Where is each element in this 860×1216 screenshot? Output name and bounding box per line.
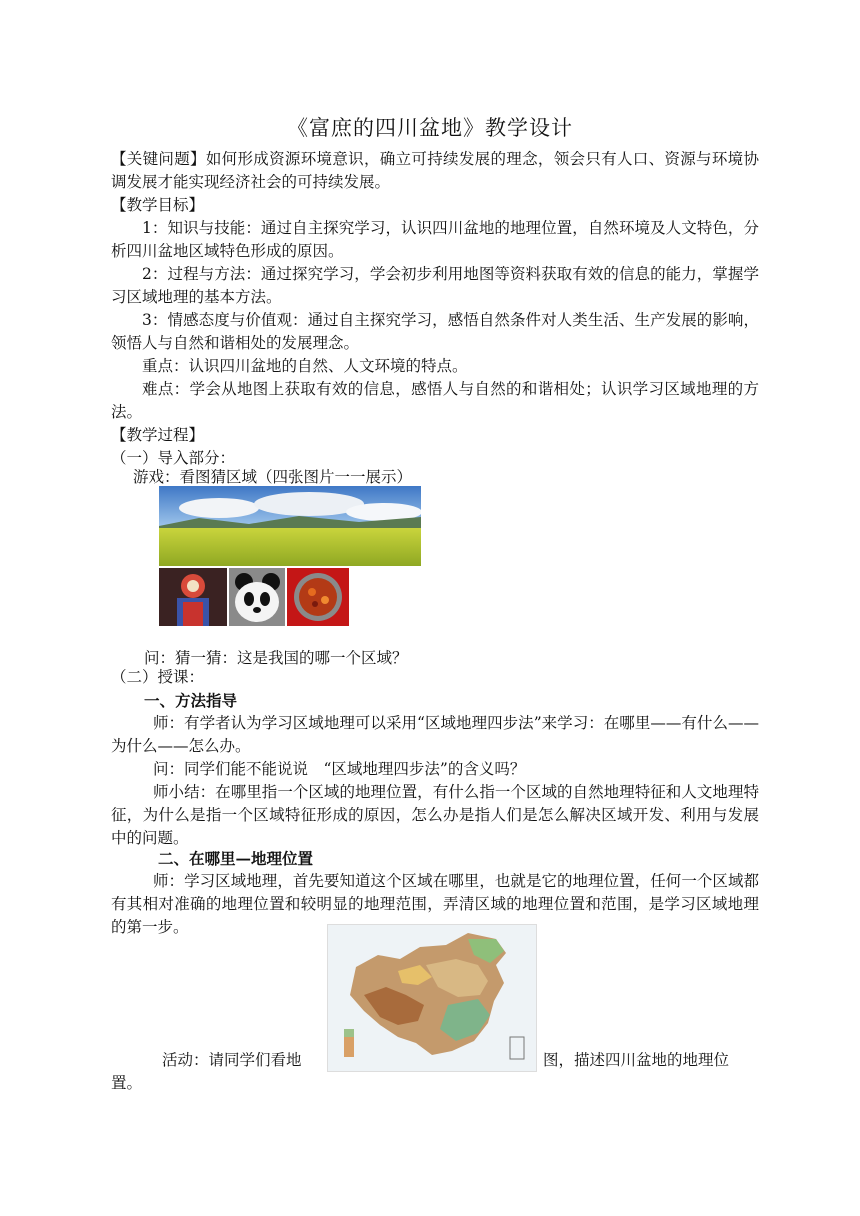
guess-question: 问：猜一猜：这是我国的哪一个区域？	[144, 649, 408, 667]
teacher-statement-1: 师：有学者认为学习区域地理可以采用“区域地理四步法”来学习：在哪里——有什么——为什么——怎么办。	[111, 714, 759, 755]
panda-photo	[229, 568, 285, 626]
china-physical-map	[327, 924, 537, 1072]
guess-region-collage	[159, 486, 421, 626]
activity-text-before: 活动：请同学们看地	[162, 1051, 302, 1069]
process-heading: 【教学过程】	[111, 426, 205, 444]
key-point: 重点：认识四川盆地的自然、人文环境的特点。	[142, 357, 468, 375]
intro-heading: （一）导入部分：	[111, 449, 236, 467]
game-line: 游戏：看图猜区域（四张图片一一展示）	[133, 468, 413, 486]
grassland-photo	[159, 486, 421, 566]
goals-heading: 【教学目标】	[111, 196, 205, 214]
goal-1: 1：知识与技能：通过自主探究学习，认识四川盆地的地理位置，自然环境及人文特色，分析四川盆地区域特色形成的原因。	[111, 219, 759, 260]
section-1-heading: 一、方法指导	[144, 691, 238, 710]
opera-mask-photo	[159, 568, 227, 626]
teacher-summary: 师小结：在哪里指一个区域的地理位置，有什么指一个区域的自然地理特征和人文地理特征，为什么是指一个区域特征形成的原因，怎么办是指人们是怎么解决区域开发、利用与发展中的问题。	[111, 783, 759, 847]
goal-2: 2：过程与方法：通过探究学习，学会初步利用地图等资料获取有效的信息的能力，掌握学习区域地理的基本方法。	[111, 265, 759, 306]
question-2: 问：同学们能不能说说 “区域地理四步法”的含义吗？	[153, 760, 526, 778]
teacher-statement-2: 师：学习区域地理，首先要知道这个区域在哪里，也就是它的地理位置，任何一个区域都有其相对准确的地理位置和较明显的地理范围，弄清区域的地理位置和范围，是学习区域地理的第一步。	[111, 872, 759, 936]
activity-text-after: 图，描述四川盆地的地理位	[543, 1051, 730, 1069]
section-2-heading: 二、在哪里—地理位置	[158, 849, 314, 868]
difficult-point: 难点：学会从地图上获取有效的信息，感悟人与自然的和谐相处；认识学习区域地理的方法。	[111, 380, 759, 421]
page-title: 《富庶的四川盆地》教学设计	[287, 116, 573, 140]
activity-text-end: 置。	[111, 1074, 143, 1092]
hotpot-photo	[287, 568, 349, 626]
key-question: 【关键问题】如何形成资源环境意识，确立可持续发展的理念，领会只有人口、资源与环境协调发展才能实现经济社会的可持续发展。	[111, 150, 759, 191]
goal-3: 3：情感态度与价值观：通过自主探究学习，感悟自然条件对人类生活、生产发展的影响，领悟人与自然和谐相处的发展理念。	[111, 311, 759, 352]
lecture-heading: （二）授课：	[111, 668, 205, 686]
